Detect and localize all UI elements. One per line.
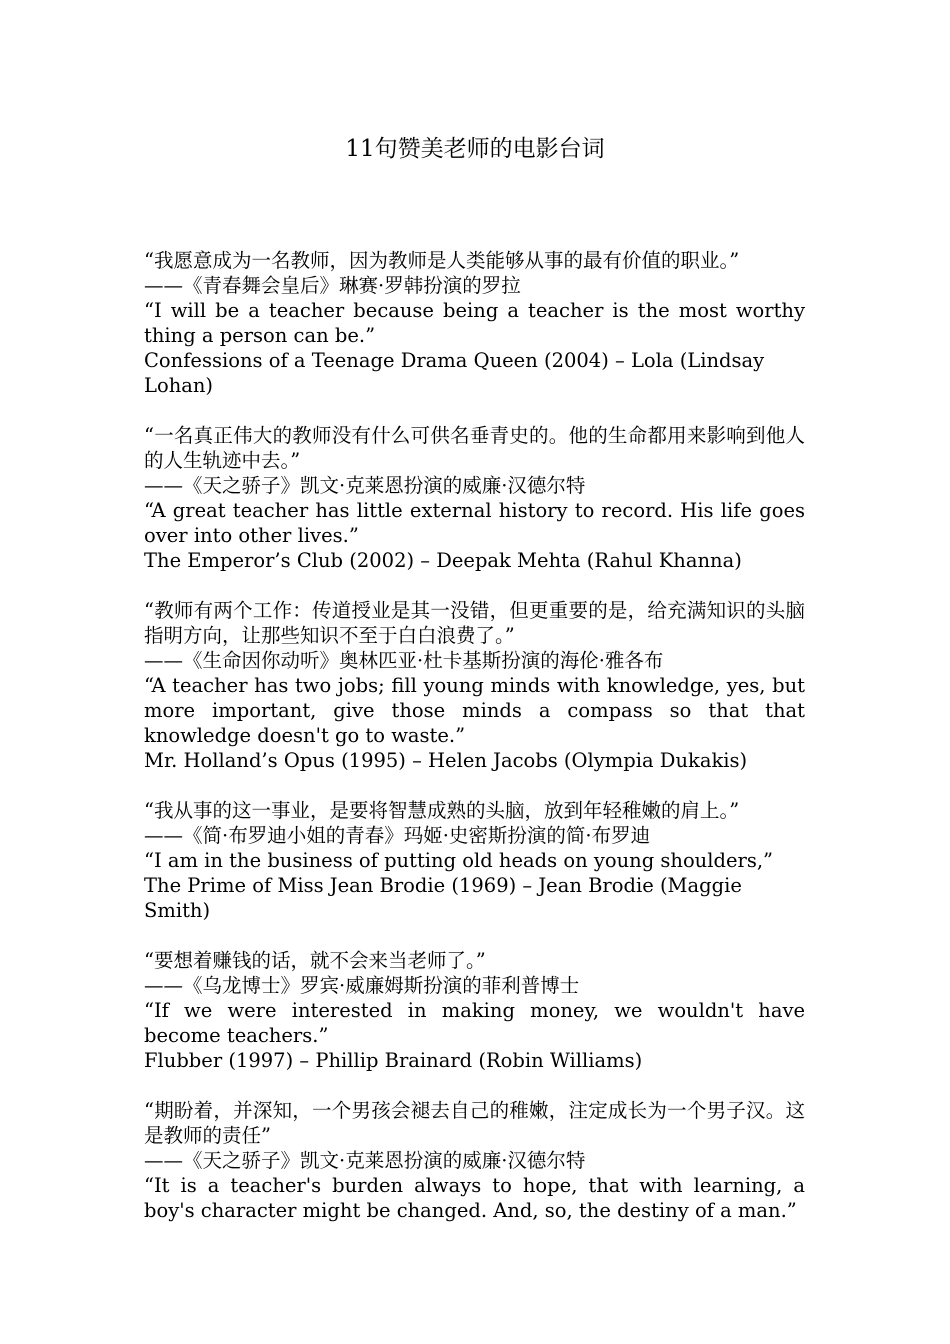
english-quote: “A teacher has two jobs; fill young minds with knowledge, yes, but more important, give those minds a compass so that that knowledge doesn't go to waste.” xyxy=(144,674,805,747)
english-quote: “It is a teacher's burden always to hope, that with learning, a boy's character might be changed. And, so, the destiny of a man.” xyxy=(144,1174,805,1222)
english-source: Mr. Holland’s Opus (1995) – Helen Jacobs (Olympia Dukakis) xyxy=(144,749,748,772)
document-body xyxy=(144,248,805,1248)
english-quote: “I will be a teacher because being a teacher is the most worthy thing a person can be.” xyxy=(144,299,805,347)
english-source: Flubber (1997) – Phillip Brainard (Robin Williams) xyxy=(144,1049,643,1072)
chinese-source: ——《生命因你动听》奥林匹亚·杜卡基斯扮演的海伦·雅各布 xyxy=(144,649,664,672)
chinese-source: ——《简·布罗迪小姐的青春》玛姬·史密斯扮演的简·布罗迪 xyxy=(144,824,651,847)
quote-entry xyxy=(144,948,805,1073)
english-source: The Emperor’s Club (2002) – Deepak Mehta (Rahul Khanna) xyxy=(144,549,742,572)
quote-entry xyxy=(144,598,805,773)
chinese-quote: “要想着赚钱的话，就不会来当老师了。” xyxy=(144,949,486,972)
english-quote: “If we were interested in making money, we wouldn't have become teachers.” xyxy=(144,999,805,1047)
english-source: The Prime of Miss Jean Brodie (1969) – Jean Brodie (Maggie Smith) xyxy=(144,874,742,922)
chinese-quote: “我从事的这一事业，是要将智慧成熟的头脑，放到年轻稚嫩的肩上。” xyxy=(144,799,740,822)
quote-entry xyxy=(144,1098,805,1223)
chinese-quote: “我愿意成为一名教师，因为教师是人类能够从事的最有价值的职业。” xyxy=(144,249,740,272)
chinese-source: ——《青春舞会皇后》琳赛·罗韩扮演的罗拉 xyxy=(144,274,521,297)
quote-entry xyxy=(144,248,805,398)
chinese-source: ——《天之骄子》凯文·克莱恩扮演的威廉·汉德尔特 xyxy=(144,474,586,497)
english-source: Confessions of a Teenage Drama Queen (2004) – Lola (Lindsay Lohan) xyxy=(144,349,765,397)
quote-entry xyxy=(144,423,805,573)
chinese-quote: “期盼着，并深知，一个男孩会褪去自己的稚嫩，注定成长为一个男子汉。这是教师的责任” xyxy=(144,1099,805,1147)
english-quote: “A great teacher has little external history to record. His life goes over into other lives.” xyxy=(144,499,805,547)
chinese-quote: “教师有两个工作：传道授业是其一没错，但更重要的是，给充满知识的头脑指明方向，让那些知识不至于白白浪费了。” xyxy=(144,599,805,647)
chinese-quote: “一名真正伟大的教师没有什么可供名垂青史的。他的生命都用来影响到他人的人生轨迹中去。” xyxy=(144,424,805,472)
english-quote: “I am in the business of putting old heads on young shoulders,” xyxy=(144,849,773,872)
page-title: 11句赞美老师的电影台词 xyxy=(345,136,605,162)
quote-entry xyxy=(144,798,805,923)
chinese-source: ——《天之骄子》凯文·克莱恩扮演的威廉·汉德尔特 xyxy=(144,1149,586,1172)
chinese-source: ——《乌龙博士》罗宾·威廉姆斯扮演的菲利普博士 xyxy=(144,974,580,997)
